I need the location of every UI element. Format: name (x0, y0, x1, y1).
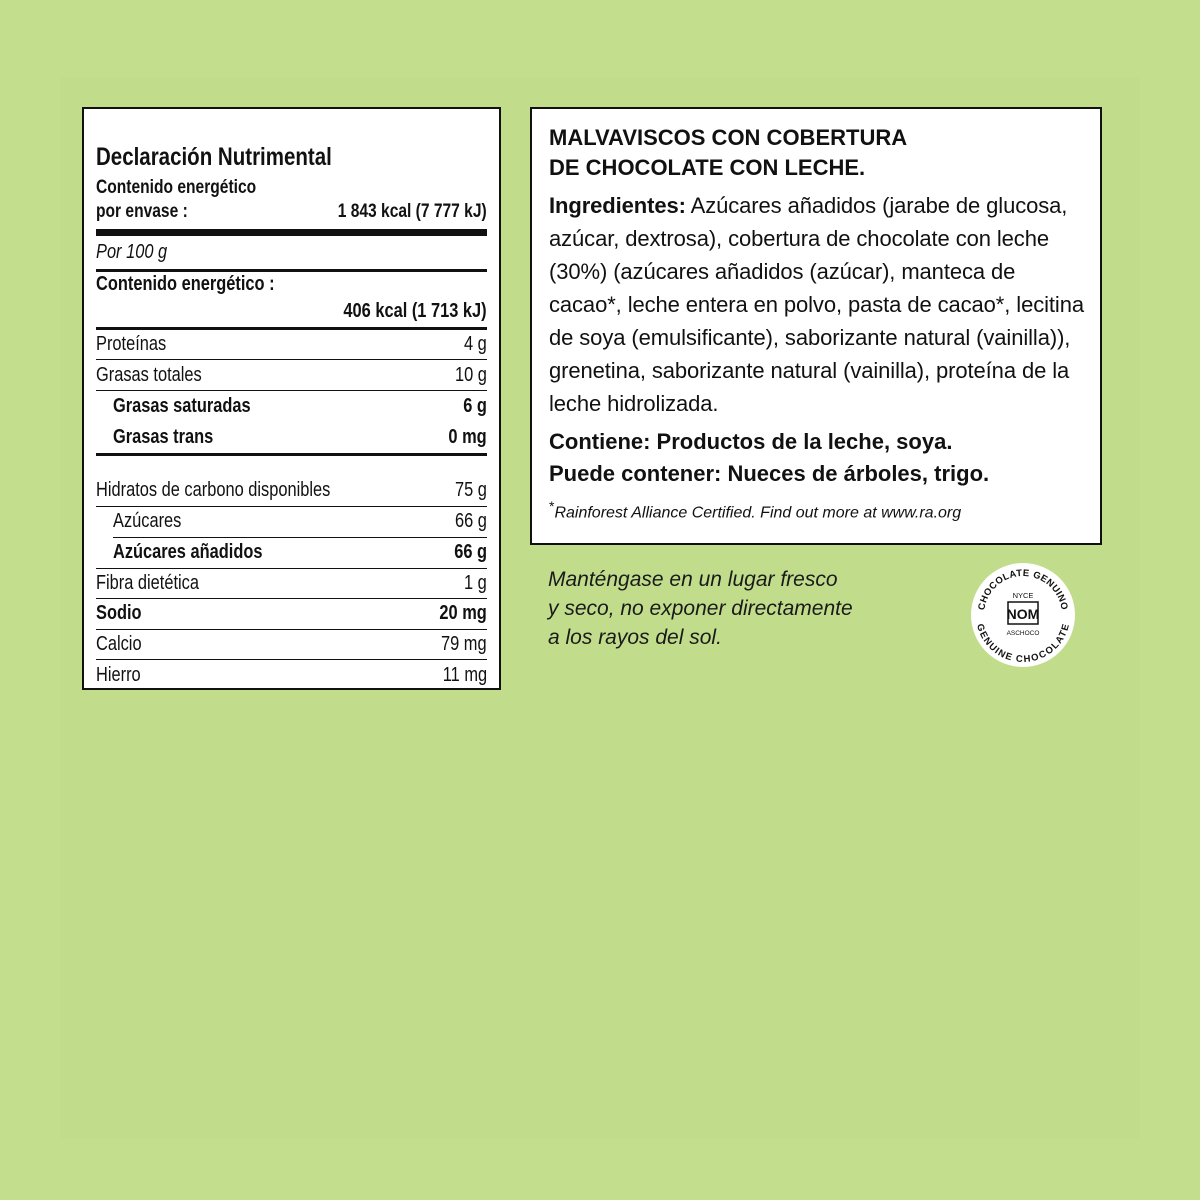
energy-row-value: 406 kcal (1 713 kJ) (343, 300, 487, 322)
energy-pack-value: 1 843 kcal (7 777 kJ) (338, 201, 487, 222)
nutrient-row: Calcio 79 mg (96, 633, 487, 655)
seal-upper: NYCE (1012, 591, 1034, 600)
nutrient-row: Grasas saturadas 6 g (113, 395, 487, 417)
seal-lower: ASCHOCO (1006, 630, 1040, 637)
thick-rule (96, 229, 487, 236)
certification-note: *Rainforest Alliance Certified. Find out more at www.ra.org (549, 498, 962, 522)
nutrient-row: Grasas totales 10 g (96, 364, 487, 386)
nutrient-row: Proteínas 4 g (96, 333, 487, 355)
per-100g-row: Por 100 g (96, 241, 168, 263)
nutrition-table: Declaración Nutrimental Contenido energético por envase : 1 843 kcal (7 777 kJ) Por 100 g Contenido energético : 406 kcal (1 713 kJ) Proteínas 4 g Grasas totales 10 g Grasas saturadas 6 g Grasas trans 0 mg Hidratos de carbono disponibles 75 g Azúcares 66 g Azúcares añadidos 66 g Fibra dietética 1 g Sodio 20 mg Calcio 79 mg Hierro 11 mg (82, 107, 501, 690)
nutrient-row: Sodio 20 mg (96, 602, 487, 624)
ingredients-box (530, 107, 1102, 545)
cert-mark: * (549, 498, 555, 514)
nutrient-row: Grasas trans 0 mg (113, 426, 487, 448)
product-name-line-1: MALVAVISCOS CON COBERTURA (549, 125, 908, 150)
nutrition-title: Declaración Nutrimental (96, 143, 332, 171)
seal-center: NOM (1006, 606, 1040, 622)
storage-line: y seco, no exponer directamente (548, 597, 853, 620)
storage-line: Manténgase en un lugar fresco (548, 568, 838, 591)
rule (96, 453, 487, 456)
nutrient-row: Hierro 11 mg (96, 664, 487, 686)
energy-row-label: Contenido energético : (96, 273, 275, 295)
product-name-line-2: DE CHOCOLATE CON LECHE. (549, 155, 866, 180)
ingredients-label: Ingredientes: (549, 193, 686, 218)
storage-instructions (548, 565, 928, 652)
may-contain-allergens: Puede contener: Nueces de árboles, trigo. (549, 461, 990, 486)
genuine-chocolate-seal-icon (970, 562, 1076, 668)
ingredients-list: Azúcares añadidos (jarabe de glucosa, azúcar, dextrosa), cobertura de chocolate con leche (30%) (azúcares añadidos (azúcar), manteca de cacao*, leche entera en polvo, pasta de cacao*, lecitina de soya (emulsificante), saborizante natural (vainilla)), grenetina, saborizante natural (vainilla), proteína de la leche hidrolizada. (549, 193, 1084, 416)
nutrient-row: Azúcares añadidos 66 g (113, 541, 487, 563)
contains-allergens: Contiene: Productos de la leche, soya. (549, 429, 953, 454)
storage-line: a los rayos del sol. (548, 626, 722, 649)
seal-bottom-text: GENUINE CHOCOLATE (973, 622, 1073, 666)
nutrient-row: Hidratos de carbono disponibles 75 g (96, 479, 487, 501)
nutrient-row: Fibra dietética 1 g (96, 572, 487, 594)
seal-top-text: CHOCOLATE GENUINO (976, 567, 1070, 612)
ingredients-text (549, 189, 1084, 420)
nutrient-row: Azúcares 66 g (113, 510, 487, 532)
